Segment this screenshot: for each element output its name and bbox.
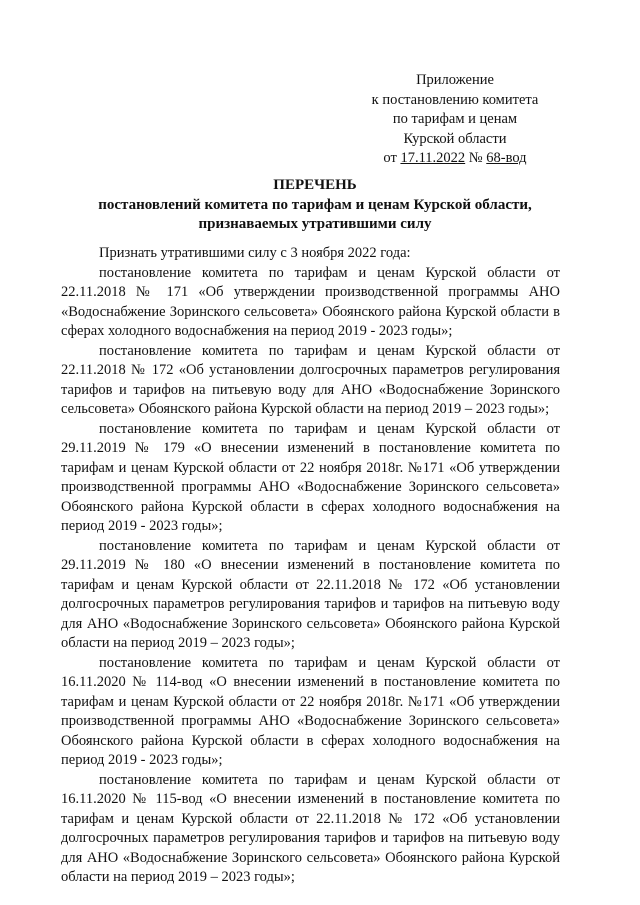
appendix-date-line bbox=[340, 149, 570, 169]
title-line-2: постановлений комитета по тарифам и ценам Курской области, bbox=[98, 196, 532, 213]
intro-paragraph: Признать утратившими силу с 3 ноября 2022 года: bbox=[99, 245, 411, 261]
title-heading: ПЕРЕЧЕНЬ bbox=[273, 177, 357, 193]
list-item: постановление комитета по тарифам и ценам Курской области от 22.11.2018 № 172 «Об установлении долгосрочных параметров регулирования тарифов и тарифов на питьевую воду для АНО «Водоснабжение Зоринского сельсовета» Обоянского района Курской области на период 2019 – 2023 годы»; bbox=[61, 342, 560, 417]
list-item: постановление комитета по тарифам и ценам Курской области от 16.11.2020 № 115-вод «О внесении изменений в постановление комитета по тарифам и ценам Курской области от 22.11.2018 № 172 «Об установлении долгосрочных параметров регулирования тарифов и тарифов на питьевую воду для АНО «Водоснабжение Зоринского сельсовета» Обоянского района Курской области на период 2019 – 2023 годы»; bbox=[61, 771, 560, 885]
date-prefix: от bbox=[383, 150, 401, 166]
resolution-date: 17.11.2022 bbox=[400, 150, 466, 166]
appendix-line-4: Курской области bbox=[403, 130, 507, 147]
appendix-line-3: по тарифам и ценам bbox=[392, 111, 518, 127]
appendix-block bbox=[340, 71, 570, 169]
appendix-line-2: к постановлению комитета bbox=[371, 91, 539, 108]
document-body bbox=[61, 244, 560, 888]
appendix-line-1: Приложение bbox=[416, 72, 494, 88]
list-item: постановление комитета по тарифам и ценам Курской области от 22.11.2018 № 171 «Об утверждении производственной программы АНО «Водоснабжение Зоринского сельсовета» Обоянского района Курской области в сферах холодного водоснабжения на период 2019 - 2023 годы»; bbox=[61, 264, 560, 339]
list-item: постановление комитета по тарифам и ценам Курской области от 16.11.2020 № 114-вод «О внесении изменений в постановление комитета по тарифам и ценам Курской области от 22 ноября 2018г. №171 «Об утверждении производственной программы АНО «Водоснабжение Зоринского сельсовета» Обоянского района Курской области в сферах холодного водоснабжения на период 2019 - 2023 годы»; bbox=[61, 654, 560, 768]
title-line-3: признаваемых утратившими силу bbox=[198, 216, 432, 232]
document-title bbox=[60, 176, 570, 235]
list-item: постановление комитета по тарифам и ценам Курской области от 29.11.2019 № 179 «О внесении изменений в постановление комитета по тарифам и ценам Курской области от 22 ноября 2018г. №171 «Об утверждении производственной программы АНО «Водоснабжение Зоринского сельсовета» Обоянского района Курской области в сферах холодного водоснабжения на период 2019 - 2023 годы»; bbox=[61, 420, 560, 534]
resolution-number: 68-вод bbox=[486, 150, 527, 166]
list-item: постановление комитета по тарифам и ценам Курской области от 29.11.2019 № 180 «О внесении изменений в постановление комитета по тарифам и ценам Курской области от 22.11.2018 № 172 «Об установлении долгосрочных параметров регулирования тарифов и тарифов на питьевую воду для АНО «Водоснабжение Зоринского сельсовета» Обоянского района Курской области на период 2019 – 2023 годы»; bbox=[61, 537, 560, 651]
number-prefix: № bbox=[465, 150, 487, 166]
